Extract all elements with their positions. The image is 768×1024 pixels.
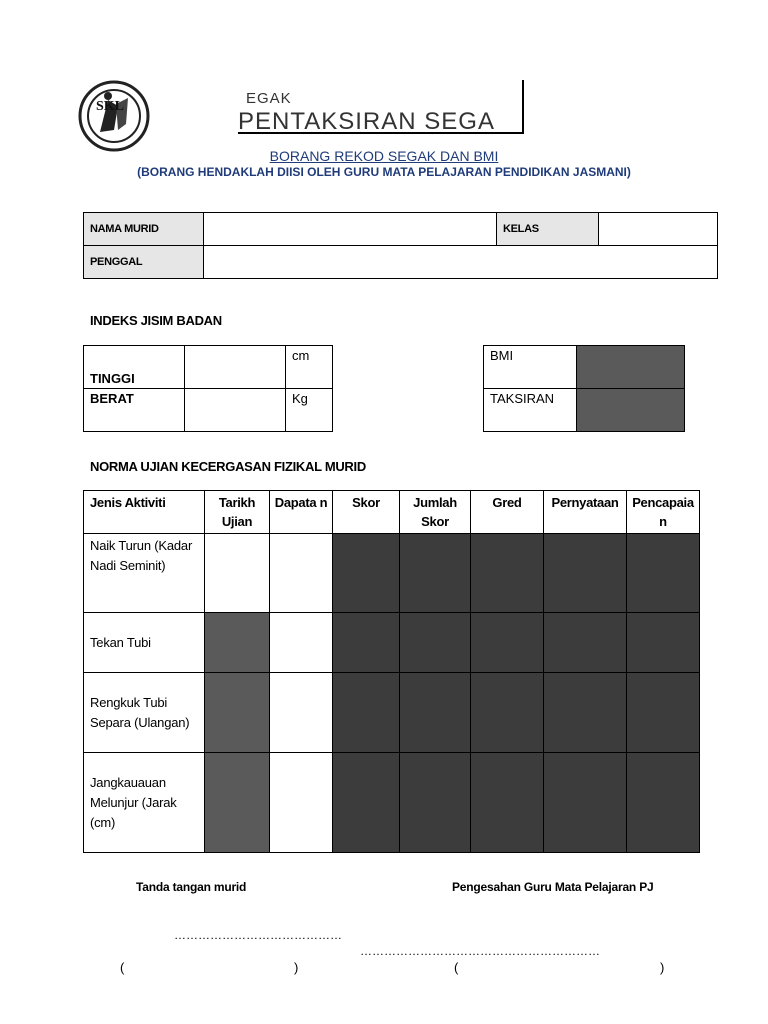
jumlah-skor-cell <box>400 613 471 673</box>
student-signature-line: …………………………………… <box>174 928 342 942</box>
pencapaian-cell <box>627 673 700 753</box>
teacher-verification-label: Pengesahan Guru Mata Pelajaran PJ <box>452 880 654 894</box>
segak-banner <box>238 80 524 134</box>
penggal-field[interactable] <box>204 246 718 279</box>
kelas-field[interactable] <box>599 213 718 246</box>
activity-rengkuk-tubi: Rengkuk Tubi Separa (Ulangan) <box>84 673 205 753</box>
berat-field[interactable] <box>185 389 286 432</box>
bmi-label: BMI <box>484 346 577 389</box>
height-weight-table <box>83 345 333 432</box>
dapatan-cell[interactable] <box>270 534 333 613</box>
activity-jangkauan-melunjur: Jangkauauan Melunjur (Jarak (cm) <box>84 753 205 853</box>
skor-cell <box>333 534 400 613</box>
bmi-heading: INDEKS JISIM BADAN <box>90 313 222 328</box>
activity-tekan-tubi: Tekan Tubi <box>84 613 205 673</box>
col-pencapaian: Pencapaia n <box>627 491 700 534</box>
dapatan-cell[interactable] <box>270 673 333 753</box>
skor-cell <box>333 753 400 853</box>
berat-label: BERAT <box>84 389 185 432</box>
col-tarikh-ujian: Tarikh Ujian <box>205 491 270 534</box>
table-row <box>84 613 700 673</box>
pencapaian-cell <box>627 534 700 613</box>
tinggi-label: TINGGI <box>84 346 185 389</box>
taksiran-value-cell <box>577 389 685 432</box>
table-row <box>84 753 700 853</box>
dapatan-cell[interactable] <box>270 613 333 673</box>
skl-logo <box>78 80 150 152</box>
gred-cell <box>471 673 544 753</box>
col-skor: Skor <box>333 491 400 534</box>
tinggi-unit: cm <box>286 346 333 389</box>
tarikh-cell <box>205 753 270 853</box>
dapatan-cell[interactable] <box>270 753 333 853</box>
pencapaian-cell <box>627 613 700 673</box>
tarikh-cell <box>205 673 270 753</box>
banner-small-text: EGAK <box>246 90 292 107</box>
nama-murid-field[interactable] <box>204 213 497 246</box>
gred-cell <box>471 613 544 673</box>
nama-murid-label: NAMA MURID <box>84 213 204 246</box>
penggal-label: PENGGAL <box>84 246 204 279</box>
activity-naik-turun: Naik Turun (Kadar Nadi Seminit) <box>84 534 205 613</box>
tarikh-cell <box>205 613 270 673</box>
norma-heading: NORMA UJIAN KECERGASAN FIZIKAL MURID <box>90 459 366 474</box>
student-name-close-paren: ) <box>294 960 299 975</box>
tinggi-field[interactable] <box>185 346 286 389</box>
gred-cell <box>471 753 544 853</box>
teacher-name-close-paren: ) <box>660 960 665 975</box>
table-row <box>84 534 700 613</box>
form-title: BORANG REKOD SEGAK DAN BMI <box>269 148 499 164</box>
col-jenis-aktiviti: Jenis Aktiviti <box>84 491 205 534</box>
taksiran-label: TAKSIRAN <box>484 389 577 432</box>
teacher-name-open-paren: ( <box>454 960 459 975</box>
skor-cell <box>333 673 400 753</box>
pernyataan-cell <box>544 534 627 613</box>
col-pernyataan: Pernyataan <box>544 491 627 534</box>
table-row <box>84 673 700 753</box>
berat-unit: Kg <box>286 389 333 432</box>
banner-big-text: PENTAKSIRAN SEGA <box>238 108 495 134</box>
student-name-open-paren: ( <box>120 960 125 975</box>
gred-cell <box>471 534 544 613</box>
pernyataan-cell <box>544 613 627 673</box>
bmi-result-table <box>483 345 685 432</box>
bmi-value-cell <box>577 346 685 389</box>
pencapaian-cell <box>627 753 700 853</box>
jumlah-skor-cell <box>400 753 471 853</box>
student-info-table <box>83 212 718 279</box>
col-jumlah-skor: Jumlah Skor <box>400 491 471 534</box>
jumlah-skor-cell <box>400 534 471 613</box>
col-gred: Gred <box>471 491 544 534</box>
logo-text: SKL <box>96 99 125 114</box>
kelas-label: KELAS <box>497 213 599 246</box>
student-signature-label: Tanda tangan murid <box>136 880 247 894</box>
jumlah-skor-cell <box>400 673 471 753</box>
col-dapatan: Dapata n <box>270 491 333 534</box>
skor-cell <box>333 613 400 673</box>
tarikh-cell[interactable] <box>205 534 270 613</box>
pernyataan-cell <box>544 753 627 853</box>
fitness-norm-table <box>83 490 700 853</box>
form-subtitle: (BORANG HENDAKLAH DIISI OLEH GURU MATA PELAJARAN PENDIDIKAN JASMANI) <box>137 165 631 179</box>
teacher-signature-line: …………………………………………………… <box>360 944 600 958</box>
pernyataan-cell <box>544 673 627 753</box>
